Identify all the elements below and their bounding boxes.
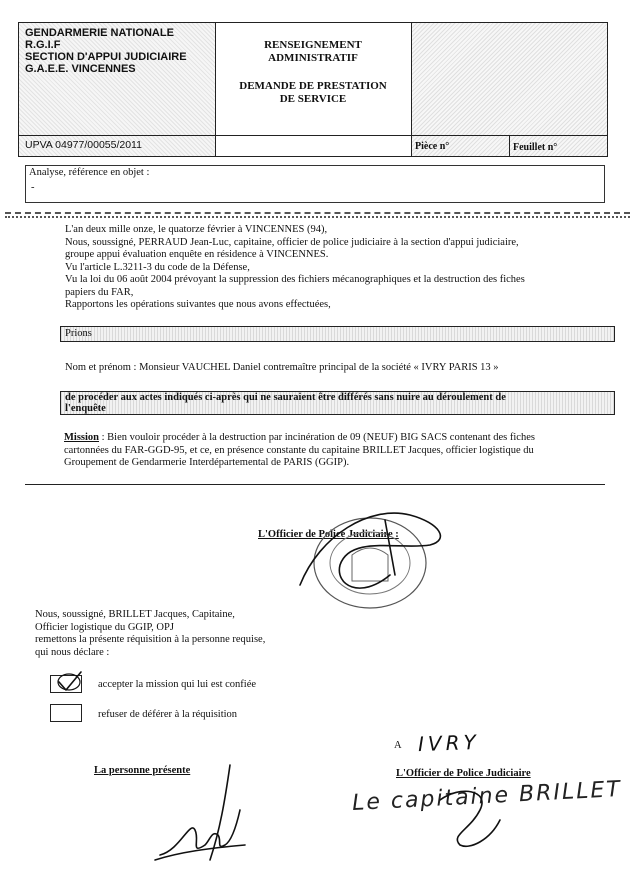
body-line: groupe appui évaluation enquête en résidence à VINCENNES. <box>65 249 329 260</box>
remise-line: Officier logistique du GGIP, OPJ <box>35 621 174 633</box>
prions-bar <box>60 326 615 342</box>
unit-line: GENDARMERIE NATIONALE <box>25 27 174 39</box>
title-line: DEMANDE DE PRESTATION <box>239 80 387 92</box>
separator <box>5 216 630 218</box>
title-line: ADMINISTRATIF <box>268 52 358 64</box>
analyse-box <box>25 165 605 203</box>
unit-line: G.A.E.E. VINCENNES <box>25 63 136 75</box>
remise-text <box>35 609 355 659</box>
title-line: RENSEIGNEMENT <box>264 39 362 51</box>
refuse-checkbox[interactable] <box>50 704 82 722</box>
body-line: Nous, soussigné, PERRAUD Jean-Luc, capitaine, officier de police judiciaire à la section d'appui judiciaire, <box>65 236 519 248</box>
piece-label: Pièce n° <box>415 141 450 152</box>
proceder-line: de procéder aux actes indiqués ci-après qui ne sauraient être différés sans nuire au déroulement de <box>65 392 506 403</box>
feuillet-label: Feuillet n° <box>513 142 558 153</box>
body-line: Vu l'article L.3211-3 du code de la Défense, <box>65 261 250 273</box>
title-line: DE SERVICE <box>279 93 347 105</box>
place-prefix: A <box>394 740 402 751</box>
issuing-unit-cell <box>19 23 216 156</box>
opj-handwritten-signature: Le capitaine BRILLET <box>351 776 623 817</box>
separator <box>5 212 630 214</box>
document-title <box>215 39 411 106</box>
body-line: papiers du FAR, <box>65 286 134 298</box>
header-divider <box>19 135 607 136</box>
accept-checkbox[interactable] <box>50 675 82 693</box>
mission-divider <box>25 484 605 485</box>
analyse-label: Analyse, référence en objet : <box>29 167 150 178</box>
mission-label: Mission <box>64 432 100 443</box>
accept-label: accepter la mission qui lui est confiée <box>98 679 257 690</box>
body-line: Rapportons les opérations suivantes que nous avons effectuées, <box>65 299 331 310</box>
remise-line: Nous, soussigné, BRILLET Jacques, Capitaine, <box>35 609 235 620</box>
requisitioned-person: Nom et prénom : Monsieur VAUCHEL Daniel contremaître principal de la société « IVRY PARIS 13 » <box>65 362 499 373</box>
body-line: Vu la loi du 06 août 2004 prévoyant la suppression des fichiers mécanographiques et la destruction des fiches <box>65 274 525 285</box>
analyse-value: - <box>31 182 35 193</box>
opj-signature-scribble <box>430 780 510 850</box>
body-line: L'an deux mille onze, le quatorze février à VINCENNES (94), <box>65 224 328 235</box>
requisitioned-person-signature <box>150 760 260 870</box>
document-header <box>18 22 608 157</box>
unit-line: SECTION D'APPUI JUDICIAIRE <box>25 51 187 63</box>
place-handwritten: IVRY <box>417 729 481 757</box>
proceder-line: l'enquête <box>65 403 106 414</box>
official-stamp-and-signature <box>290 505 460 615</box>
body-text <box>65 224 625 312</box>
remise-line: remettons la présente réquisition à la personne requise, <box>35 634 266 645</box>
unit-line: R.G.I.F <box>25 39 61 51</box>
refuse-label: refuser de déférer à la réquisition <box>98 709 238 720</box>
opj-label-bottom: L'Officier de Police Judiciaire <box>396 768 531 779</box>
remise-line: qui nous déclare : <box>35 646 110 658</box>
check-mark-icon <box>57 670 89 692</box>
mission-line: : Bien vouloir procéder à la destruction par incinération de 09 (NEUF) BIG SACS contenant des fiches <box>99 432 535 443</box>
header-split <box>509 135 510 156</box>
procedure-reference: UPVA 04977/00055/2011 <box>25 139 142 151</box>
personne-presente-label: La personne présente <box>94 765 191 776</box>
opj-label-top: L'Officier de Police Judiciaire : <box>258 529 399 540</box>
prions-label: Prions <box>65 328 92 339</box>
proceder-bar <box>60 391 615 415</box>
issuing-unit <box>25 27 187 75</box>
mission-line: cartonnées du FAR-GGD-95, et ce, en présence constante du capitaine BRILLET Jacques, officier logistique du <box>64 444 534 456</box>
mission-text <box>64 432 624 470</box>
mission-line: Groupement de Gendarmerie Interdépartemental de PARIS (GGIP). <box>64 457 350 468</box>
